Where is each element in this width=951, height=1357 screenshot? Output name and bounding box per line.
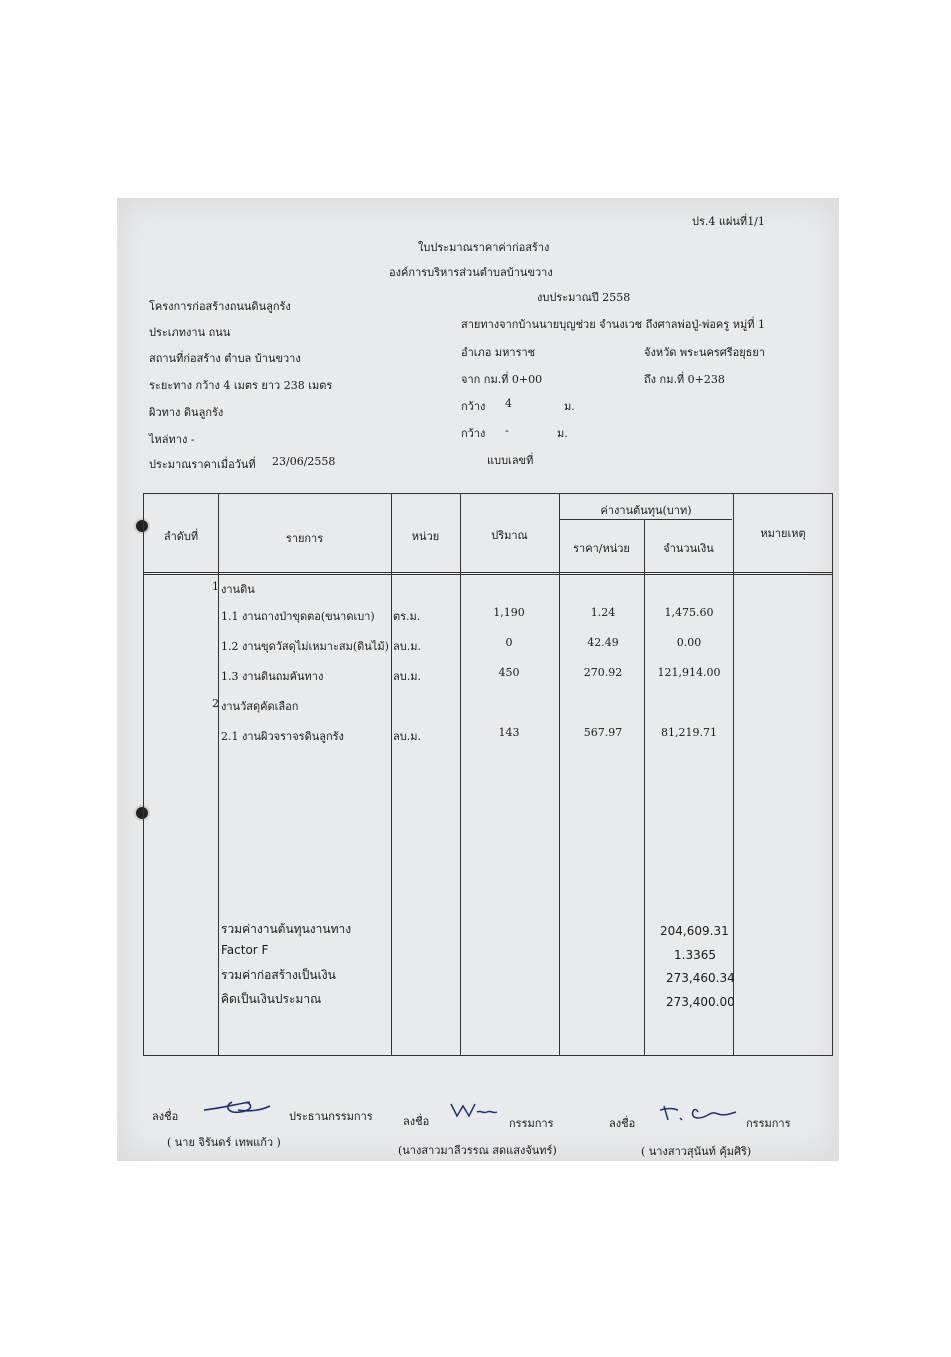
signature-role: กรรมการ [509, 1117, 554, 1130]
district: อำเภอ มหาราช [461, 346, 536, 359]
width2-label: กว้าง [461, 427, 486, 440]
from-km: จาก กม.ที่ 0+00 [461, 373, 543, 386]
project-name: โครงการก่อสร้างถนนดินลูกรัง [149, 300, 291, 313]
row-amount: 1,475.60 [664, 606, 714, 619]
form-code: ปร.4 แผ่นที่1/1 [692, 215, 765, 228]
estimate-date-label: ประมาณราคาเมื่อวันที่ [149, 458, 256, 471]
cost-estimate-table [143, 493, 833, 1056]
summary-label: รวมค่างานต้นทุนงานทาง [221, 922, 352, 936]
row-item: 1.3 งานดินถมคันทาง [221, 670, 324, 683]
signature-name: (นางสาวมาลีวรรณ สดแสงจันทร์) [398, 1144, 557, 1157]
header-cost-group: ค่างานต้นทุน(บาท) [600, 504, 692, 517]
organization-name: องค์การบริหารส่วนตำบลบ้านขวาง [389, 266, 553, 279]
estimate-date: 23/06/2558 [272, 455, 336, 468]
summary-label: Factor F [221, 943, 269, 957]
sign-label: ลงชื่อ [152, 1110, 179, 1123]
document-title: ใบประมาณราคาค่าก่อสร้าง [418, 241, 550, 254]
summary-label: คิดเป็นเงินประมาณ [221, 992, 322, 1006]
header-unit: หน่วย [411, 530, 440, 543]
sign-label: ลงชื่อ [609, 1117, 636, 1130]
summary-label: รวมค่าก่อสร้างเป็นเงิน [221, 968, 336, 982]
row-unit: ตร.ม. [393, 610, 421, 623]
summary-value: 273,400.00 [666, 995, 735, 1009]
row-amount: 121,914.00 [657, 666, 721, 679]
summary-value: 204,609.31 [660, 924, 729, 938]
row-price: 1.24 [590, 606, 616, 619]
signature-name: ( นาย จิรันดร์ เทพแก้ว ) [167, 1136, 281, 1149]
row-qty: 0 [505, 636, 513, 649]
width2-value: - [505, 424, 509, 437]
design-number: แบบเลขที่ [487, 454, 534, 467]
row-amount: 0.00 [676, 636, 702, 649]
signature-1-image [202, 1096, 272, 1120]
signature-3-image [658, 1100, 738, 1126]
road-shoulder: ไหล่ทาง - [149, 433, 195, 446]
row-no: 1 [212, 580, 219, 593]
row-qty: 450 [498, 666, 520, 679]
signature-role: กรรมการ [746, 1117, 791, 1130]
signature-2-image [449, 1100, 499, 1122]
row-item: 2.1 งานผิวจราจรดินลูกรัง [221, 730, 344, 743]
summary-value: 1.3365 [674, 948, 716, 962]
row-price: 42.49 [587, 636, 619, 649]
row-qty: 1,190 [493, 606, 525, 619]
header-remark: หมายเหตุ [760, 527, 806, 540]
road-surface: ผิวทาง ดินลูกรัง [149, 406, 224, 419]
header-item: รายการ [285, 532, 324, 545]
budget-year: งบประมาณปี 2558 [537, 291, 631, 304]
row-item: งานดิน [221, 583, 255, 596]
signature-name: ( นางสาวสุนันท์ คุ้มศิริ) [641, 1145, 752, 1158]
row-unit: ลบ.ม. [393, 730, 421, 743]
construction-location: สถานที่ก่อสร้าง ตำบล บ้านขวาง [149, 352, 301, 365]
row-item: 1.2 งานขุดวัสดุไม่เหมาะสม(ดินไม้) [221, 640, 389, 653]
summary-value: 273,460.34 [666, 971, 735, 985]
row-unit: ลบ.ม. [393, 670, 421, 683]
row-no: 2 [212, 697, 219, 710]
header-amount: จำนวนเงิน [663, 542, 714, 555]
header-unit-price: ราคา/หน่วย [573, 542, 630, 555]
row-price: 270.92 [583, 666, 623, 679]
width1-value: 4 [505, 397, 512, 410]
row-price: 567.97 [583, 726, 623, 739]
row-amount: 81,219.71 [661, 726, 717, 739]
row-item: งานวัสดุคัดเลือก [221, 700, 299, 713]
width1-label: กว้าง [461, 400, 486, 413]
row-unit: ลบ.ม. [393, 640, 421, 653]
width2-unit: ม. [557, 427, 568, 440]
signature-role: ประธานกรรมการ [289, 1110, 373, 1123]
sign-label: ลงชื่อ [403, 1115, 430, 1128]
width1-unit: ม. [564, 400, 575, 413]
route-description: สายทางจากบ้านนายบุญช่วย จำนงเวช ถึงศาลพ่อปู่-พ่อครู หมู่ที่ 1 [461, 318, 765, 331]
row-item: 1.1 งานถางป่าขุดตอ(ขนาดเบา) [221, 610, 375, 623]
to-km: ถึง กม.ที่ 0+238 [644, 373, 725, 386]
road-distance: ระยะทาง กว้าง 4 เมตร ยาว 238 เมตร [149, 379, 333, 392]
header-qty: ปริมาณ [491, 529, 528, 542]
province: จังหวัด พระนครศรีอยุธยา [644, 346, 766, 359]
header-no: ลำดับที่ [163, 530, 199, 543]
row-qty: 143 [498, 726, 520, 739]
work-type: ประเภทงาน ถนน [149, 326, 231, 339]
